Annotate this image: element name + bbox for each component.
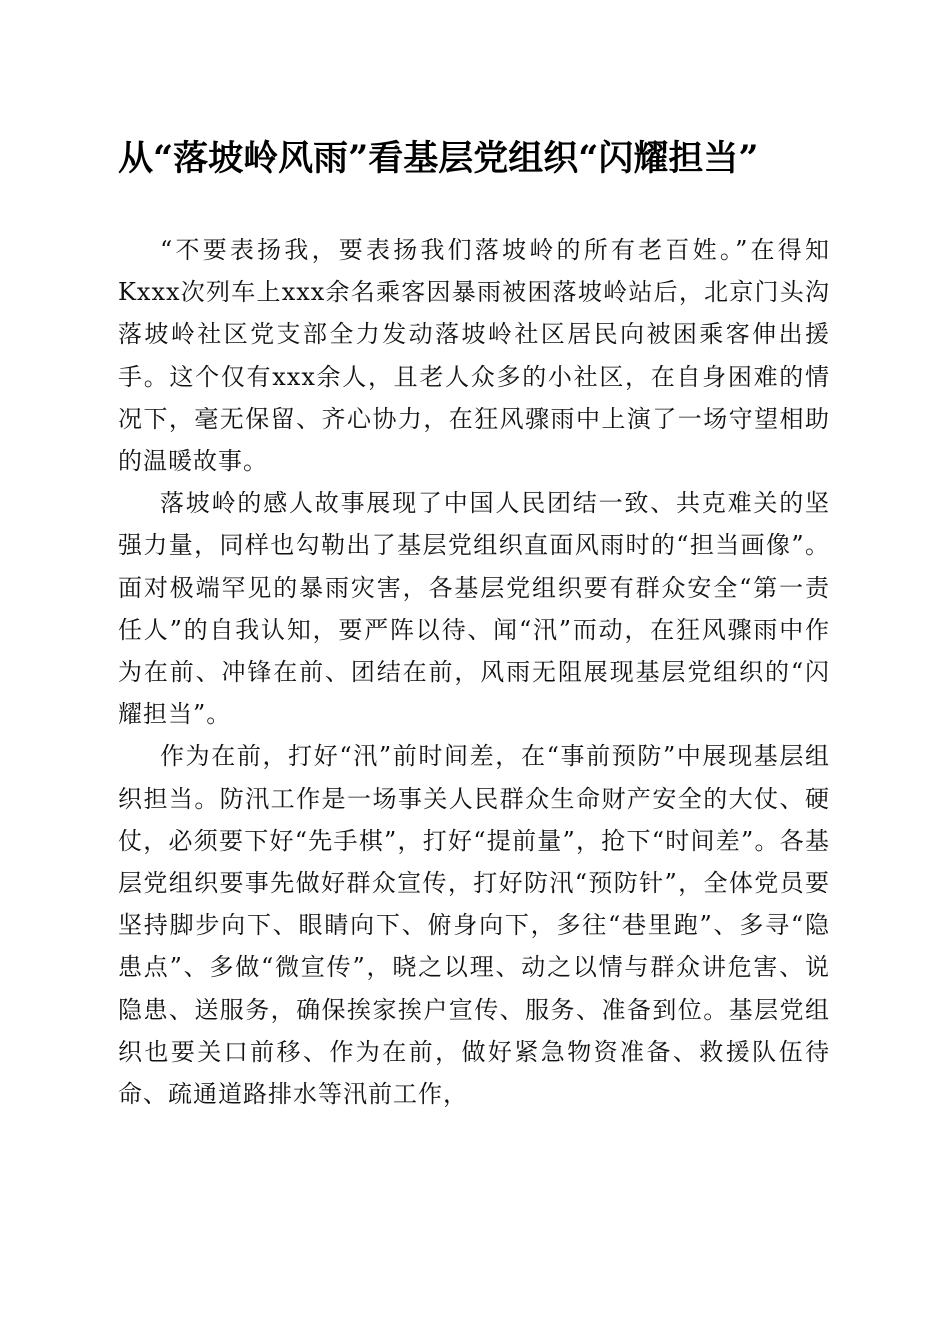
paragraph: 作为在前，打好“汛”前时间差，在“事前预防”中展现基层组织担当。防汛工作是一场事关人民群众生命财产安全的大仗、硬仗，必须要下好“先手棋”，打好“提前量”，抢下“时间差”。各基层党组织要事先做好群众宣传，打好防汛“预防针”，全体党员要坚持脚步向下、眼睛向下、俯身向下，多往“巷里跑”、多寻“隐患点”、多做“微宣传”，晓之以理、动之以情与群众讲危害、说隐患、送服务，确保挨家挨户宣传、服务、准备到位。基层党组织也要关口前移、作为在前，做好紧急物资准备、救援队伍待命、疏通道路排水等汛前工作，	[118, 742, 830, 1109]
paragraph: “不要表扬我，要表扬我们落坡岭的所有老百姓。”在得知Kxxx次列车上xxx余名乘客因暴雨被困落坡岭站后，北京门头沟落坡岭社区党支部全力发动落坡岭社区居民向被困乘客伸出援手。这个仅有xxx余人，且老人众多的小社区，在自身困难的情况下，毫无保留、齐心协力，在狂风骤雨中上演了一场守望相助的温暖故事。	[118, 236, 830, 476]
document-body	[118, 229, 830, 1115]
paragraph: 落坡岭的感人故事展现了中国人民团结一致、共克难关的坚强力量，同样也勾勒出了基层党组织直面风雨时的“担当画像”。面对极端罕见的暴雨灾害，各基层党组织要有群众安全“第一责任人”的自我认知，要严阵以待、闻“汛”而动，在狂风骤雨中作为在前、冲锋在前、团结在前，风雨无阻展现基层党组织的“闪耀担当”。	[118, 489, 830, 729]
document-title: 从“落坡岭风雨”看基层党组织“闪耀担当”	[118, 138, 759, 179]
